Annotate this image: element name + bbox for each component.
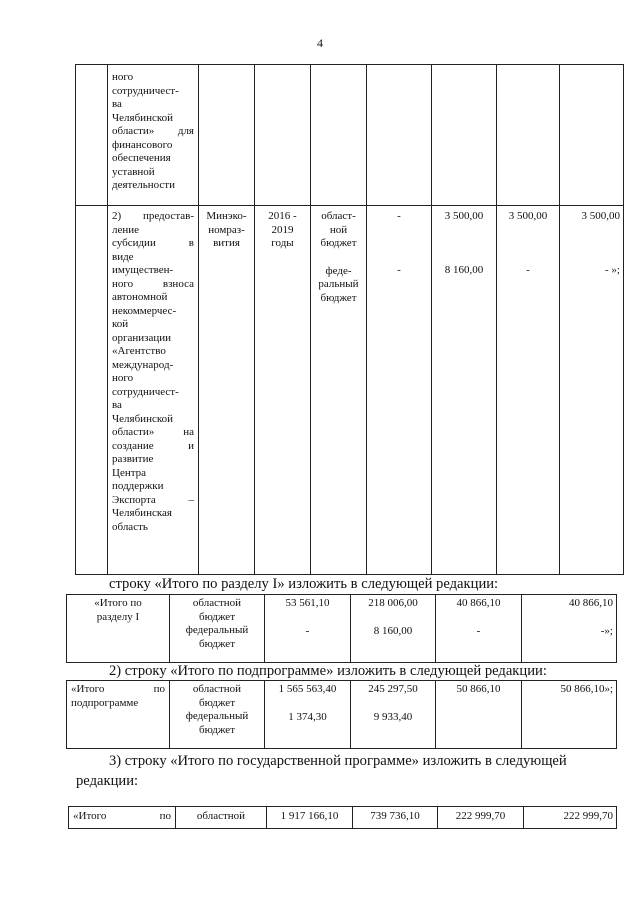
funding-source-cell: областной — [176, 807, 267, 829]
row-label-cell: «Итого по — [69, 807, 176, 829]
subprogram-total-table — [66, 680, 617, 749]
table-row — [76, 206, 624, 575]
value-cell-2017: 3 500,00 - — [497, 206, 560, 575]
value-cell: 222 999,70 — [438, 807, 524, 829]
value-cell-2015: - - — [367, 206, 432, 575]
value-cell: 50 866,10»; — [522, 681, 617, 749]
instruction-paragraph-2: 2) строку «Итого по подпрограмме» изложить в следующей редакции: — [109, 663, 547, 679]
period-cell: 2016 - 2019 годы — [255, 206, 311, 575]
value-cell: 40 866,10 - — [436, 595, 522, 663]
value-cell-2018: 3 500,00 - »; — [560, 206, 624, 575]
table-row — [67, 595, 617, 663]
funding-source-cell: областной бюджет федеральный бюджет — [170, 681, 265, 749]
value-cell: 40 866,10 -»; — [522, 595, 617, 663]
executor-cell: Минэко- номраз- вития — [199, 206, 255, 575]
table-row — [69, 807, 617, 829]
funding-source-cell: областной бюджет федеральный бюджет — [170, 595, 265, 663]
value-cell: 739 736,10 — [353, 807, 438, 829]
value-cell: 245 297,50 9 933,40 — [351, 681, 436, 749]
value-cell-2016: 3 500,00 8 160,00 — [432, 206, 497, 575]
value-cell: 53 561,10 - — [265, 595, 351, 663]
instruction-paragraph-3: 3) строку «Итого по государственной программе» изложить в следующей редакции: — [76, 753, 567, 789]
instruction-paragraph-1: строку «Итого по разделу I» изложить в следующей редакции: — [109, 576, 499, 592]
measure-text-cell: 2) предостав- ление субсидии в виде имуществен- ного взноса автономной некоммерчес- кой организации «Агентство международ- ного сотрудничест- ва Челябинской области» на создание и развитие Центра поддержки Экспорта – Челябинская область — [108, 206, 199, 575]
value-cell: 218 006,00 8 160,00 — [351, 595, 436, 663]
value-cell: 1 565 563,40 1 374,30 — [265, 681, 351, 749]
row-label-cell: «Итого по разделу I — [67, 595, 170, 663]
row-label-cell: «Итого по подпрограмме — [67, 681, 170, 749]
value-cell: 222 999,70 — [524, 807, 617, 829]
program-total-table — [68, 806, 617, 829]
value-cell: 1 917 166,10 — [267, 807, 353, 829]
section-total-table — [66, 594, 617, 663]
measure-text-cell: ного сотрудничест- ва Челябинской области» для финансового обеспечения уставной деятельности — [108, 65, 199, 206]
value-cell: 50 866,10 — [436, 681, 522, 749]
program-table — [75, 64, 624, 575]
page-number: 4 — [317, 36, 323, 50]
table-row — [67, 681, 617, 749]
funding-source-cell: област- ной бюджет феде- ральный бюджет — [311, 206, 367, 575]
table-row — [76, 65, 624, 206]
